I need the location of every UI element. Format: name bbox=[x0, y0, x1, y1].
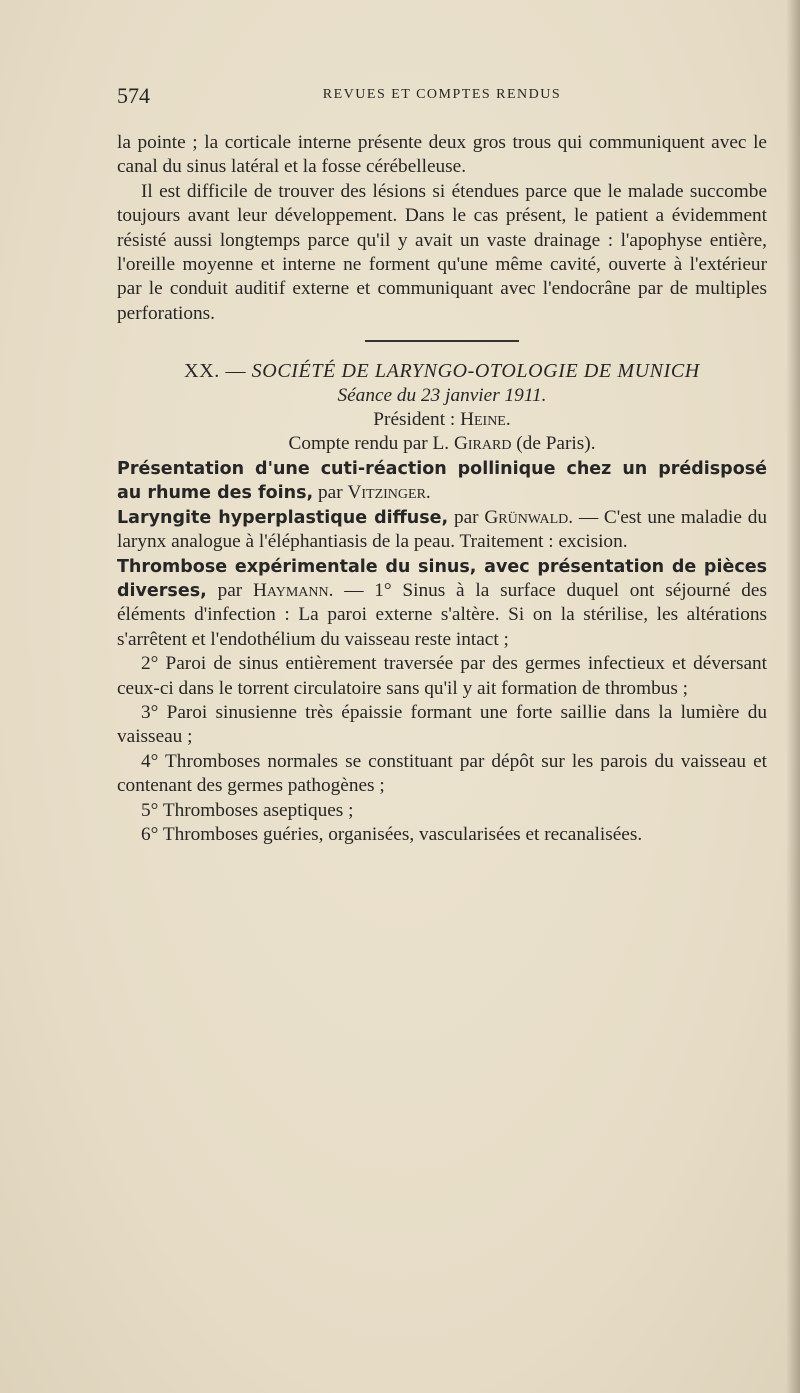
session-date: Séance du 23 janvier 1911. bbox=[337, 384, 547, 406]
entry-laryngite bbox=[117, 506, 767, 555]
president-line bbox=[117, 408, 767, 432]
entry-thrombose bbox=[117, 555, 767, 653]
page-number: 574 bbox=[117, 83, 150, 108]
section-number: XX. — bbox=[184, 360, 247, 383]
entry-by: par bbox=[217, 579, 243, 601]
entry-title: Laryngite hyperplastique diffuse, bbox=[117, 507, 449, 528]
list-item: 6° Thromboses guéries, organisées, vascularisées et recanalisées. bbox=[141, 823, 643, 845]
report-prefix: Compte rendu par L. bbox=[288, 433, 450, 455]
entry-by: par bbox=[318, 482, 343, 504]
entry-author: Grünwald. bbox=[484, 506, 574, 528]
section-heading bbox=[117, 359, 767, 383]
entry-by: par bbox=[453, 506, 479, 528]
report-suffix: (de Paris). bbox=[516, 433, 596, 455]
entry-author: Haymann. bbox=[252, 579, 334, 601]
president-label: Président : bbox=[373, 409, 456, 431]
entry-text: — C'est une maladie du larynx analogue à l'éléphantiasis de la peau. Traitement : excision. bbox=[117, 506, 767, 553]
entry-text: — 1° Sinus à la surface duquel ont séjourné des éléments d'infection : La paroi externe s'altère. Si on la stérilise, les altérations s'arrêtent et l'endothélium du vaisseau reste intact ; bbox=[117, 579, 767, 650]
section-title: SOCIÉTÉ DE LARYNGO-OTOLOGIE DE MUNICH bbox=[251, 360, 700, 383]
page-header bbox=[117, 83, 767, 113]
list-item: 3° Paroi sinusienne très épaissie formant une forte saillie dans la lumière du vaisseau ; bbox=[117, 701, 767, 748]
report-name: Girard bbox=[453, 433, 512, 455]
report-line bbox=[117, 432, 767, 456]
list-item: 4° Thromboses normales se constituant par dépôt sur les parois du vaisseau et contenant des germes pathogènes ; bbox=[117, 750, 767, 797]
entry-pollinique bbox=[117, 457, 767, 506]
paragraph-drainage: Il est difficile de trouver des lésions si étendues parce que le malade succombe toujours avant leur développement. Dans le cas présent, le patient a évidemment résisté aussi longtemps parce qu'il y avait un vaste drainage : l'apophyse entière, l'oreille moyenne et interne ne forment qu'une même cavité, ouverte à l'extérieur par le conduit auditif externe et communiquant avec l'endocrâne par de multiples perforations. bbox=[117, 180, 767, 324]
president-name: Heine. bbox=[460, 409, 511, 431]
list-item: 2° Paroi de sinus entièrement traversée par des germes infectieux et déversant ceux-ci dans le torrent circulatoire sans qu'il y ait formation de thrombus ; bbox=[117, 653, 767, 699]
entry-title: Thrombose expérimentale du sinus, avec présentation de pièces diverses, bbox=[117, 556, 767, 601]
entry-title: Présentation d'une cuti-réaction pollinique chez un prédisposé au rhume des foins, bbox=[117, 458, 767, 504]
entry-author: Vitzinger. bbox=[347, 482, 431, 504]
section-divider bbox=[365, 340, 519, 342]
running-title: REVUES ET COMPTES RENDUS bbox=[322, 87, 562, 102]
list-item: 5° Thromboses aseptiques ; bbox=[141, 799, 354, 821]
paragraph-continuation: la pointe ; la corticale interne présente deux gros trous qui communiquent avec le canal du sinus latéral et la fosse cérébelleuse. bbox=[117, 132, 767, 178]
page-body bbox=[117, 131, 767, 847]
